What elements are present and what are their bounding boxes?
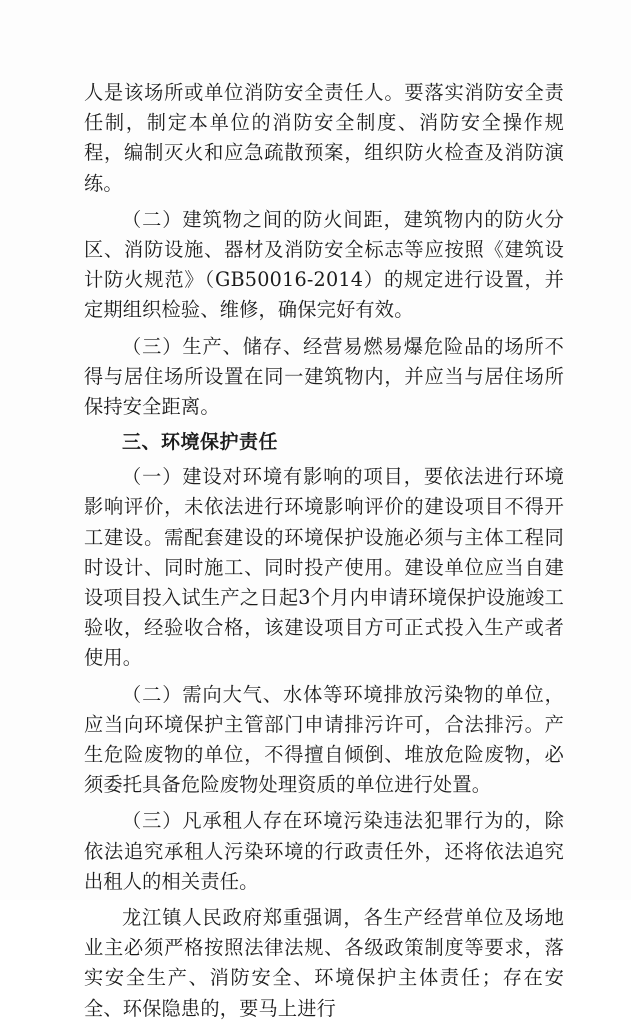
paragraph-hazardous-goods: （三）生产、储存、经营易燃易爆危险品的场所不得与居住场所设置在同一建筑物内，并应当与居住场所保持安全距离。 bbox=[84, 334, 564, 419]
paragraph-pollutant-discharge: （二）需向大气、水体等环境排放污染物的单位，应当向环境保护主管部门申请排污许可，合法排污。产生危险废物的单位，不得擅自倾倒、堆放危险废物，必须委托具备危险废物处理资质的单位进行处置。 bbox=[84, 682, 564, 797]
document-body bbox=[84, 78, 564, 1024]
paragraph-environmental-assessment: （一）建设对环境有影响的项目，要依法进行环境影响评价，未依法进行环境影响评价的建设项目不得开工建设。需配套建设的环境保护设施必须与主体工程同时设计、同时施工、同时投产使用。建设单位应当自建设项目投入试生产之日起3个月内申请环境保护设施竣工验收，经验收合格，该建设项目方可正式投入生产或者使用。 bbox=[84, 465, 564, 670]
paragraph-government-notice: 龙江镇人民政府郑重强调，各生产经营单位及场地业主必须严格按照法律法规、各级政策制度等要求，落实安全生产、消防安全、环境保护主体责任；存在安全、环保隐患的，要马上进行 bbox=[84, 906, 564, 1020]
paragraph-continuation: 人是该场所或单位消防安全责任人。要落实消防安全责任制，制定本单位的消防安全制度、消防安全操作规程，编制灭火和应急疏散预案，组织防火检查及消防演练。 bbox=[84, 81, 564, 195]
section-heading-environmental: 三、环境保护责任 bbox=[122, 431, 279, 454]
paragraph-fire-spacing: （二）建筑物之间的防火间距，建筑物内的防火分区、消防设施、器材及消防安全标志等应按照《建筑设计防火规范》（GB50016-2014）的规定进行设置，并定期组织检验、维修，确保完好有效。 bbox=[84, 207, 564, 322]
paragraph-lessor-liability: （三）凡承租人存在环境污染违法犯罪行为的，除依法追究承租人污染环境的行政责任外，还将依法追究出租人的相关责任。 bbox=[84, 809, 564, 893]
